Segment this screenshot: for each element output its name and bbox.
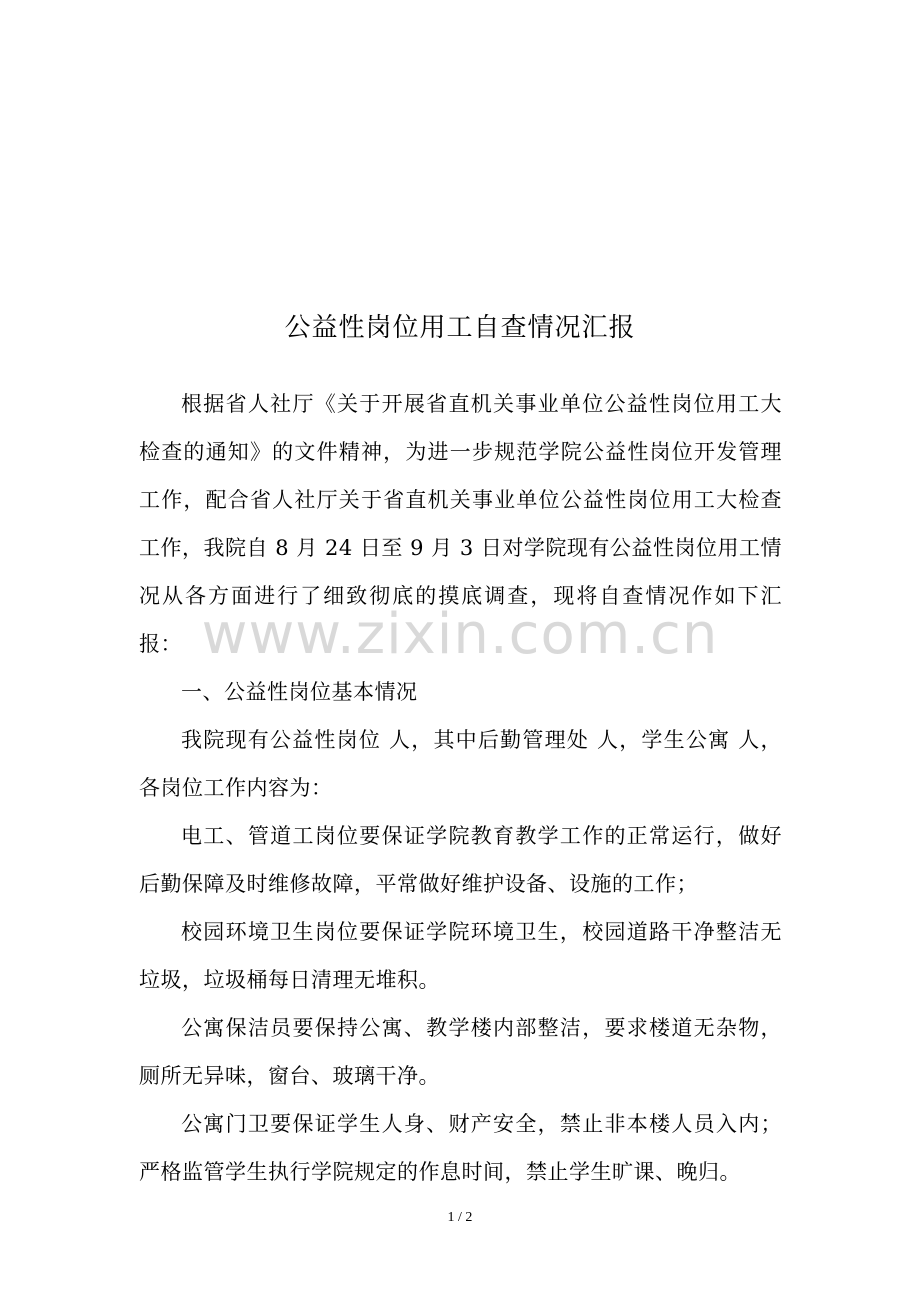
body-paragraph: 我院现有公益性岗位 人，其中后勤管理处 人，学生公寓 人，各岗位工作内容为： bbox=[139, 728, 782, 800]
body-paragraph: 公寓门卫要保证学生人身、财产安全，禁止非本楼人员入内；严格监管学生执行学院规定的作息时间，禁止学生旷课、晚归。 bbox=[139, 1112, 782, 1184]
intro-paragraph: 根据省人社厅《关于开展省直机关事业单位公益性岗位用工大检查的通知》的文件精神，为进一步规范学院公益性岗位开发管理工作，配合省人社厅关于省直机关事业单位公益性岗位用工大检查工作，我院自 8 月 24 日至 9 月 3 日对学院现有公益性岗位用工情况从各方面进行了细致彻底的摸底调查，现将自查情况作如下汇报： bbox=[139, 392, 782, 656]
body-paragraph: 电工、管道工岗位要保证学院教育教学工作的正常运行，做好后勤保障及时维修故障，平常做好维护设备、设施的工作； bbox=[139, 824, 782, 896]
watermark: www.zixin.com.cn bbox=[201, 602, 719, 667]
document-title: 公益性岗位用工自查情况汇报 bbox=[284, 313, 636, 343]
page-number: 1 / 2 bbox=[447, 1210, 473, 1225]
body-paragraph: 校园环境卫生岗位要保证学院环境卫生，校园道路干净整洁无垃圾，垃圾桶每日清理无堆积。 bbox=[139, 920, 782, 992]
document-body bbox=[139, 380, 782, 1196]
body-paragraph: 公寓保洁员要保持公寓、教学楼内部整洁，要求楼道无杂物，厕所无异味，窗台、玻璃干净。 bbox=[139, 1016, 782, 1088]
section-heading: 一、公益性岗位基本情况 bbox=[181, 680, 418, 704]
